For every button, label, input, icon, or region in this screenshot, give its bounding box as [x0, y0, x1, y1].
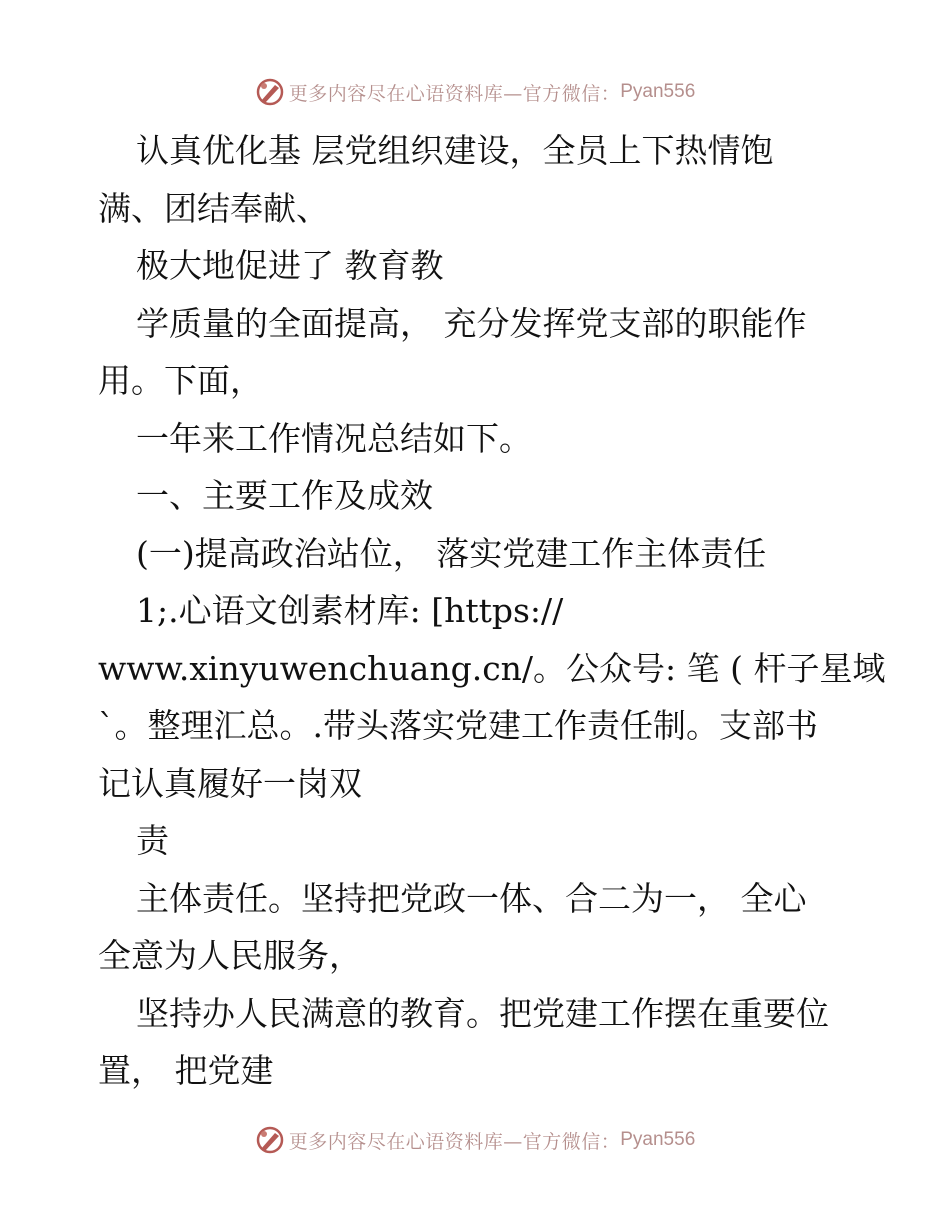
text-line: 坚持办人民满意的教育。把党建工作摆在重要位: [136, 993, 829, 1033]
text-line: 置， 把党建: [98, 1051, 274, 1090]
header-banner: [0, 72, 950, 112]
header-wechat-id: Pyan556: [620, 81, 696, 102]
text-line: `。整理汇总。.带头落实党建工作责任制。支部书: [98, 706, 818, 745]
footer-banner: [0, 1120, 950, 1160]
text-line: www.xinyuwenchuang.cn/。公众号: 笔 ( 杆子星域: [98, 648, 886, 688]
text-line: 学质量的全面提高， 充分发挥党支部的职能作: [136, 303, 807, 343]
text-line: 责: [136, 821, 169, 860]
text-line: 1;.心语文创素材库: [https://: [136, 591, 564, 630]
footer-banner-text: 更多内容尽在心语资料库—官方微信：: [288, 1130, 621, 1153]
text-line: 全意为人民服务，: [98, 936, 362, 975]
text-line: 用。下面，: [98, 361, 263, 400]
text-line: 极大地促进了 教育教: [136, 246, 444, 285]
header-banner-text: 更多内容尽在心语资料库—官方微信：: [288, 82, 621, 105]
pen-logo-icon: [255, 1125, 285, 1155]
document-body: [98, 122, 886, 1100]
text-line: 一年来工作情况总结如下。: [136, 418, 532, 458]
subsection-heading: (一)提高政治站位， 落实党建工作主体责任: [136, 533, 767, 573]
pen-logo-icon: [255, 77, 285, 107]
section-heading: 一、主要工作及成效: [136, 476, 433, 515]
text-line: 记认真履好一岗双: [98, 763, 362, 803]
text-line: 认真优化基 层党组织建设，全员上下热情饱: [136, 131, 774, 170]
text-line: 满、团结奉献、: [98, 188, 329, 228]
text-line: 主体责任。坚持把党政一体、合二为一， 全心: [136, 878, 807, 918]
footer-wechat-id: Pyan556: [620, 1129, 696, 1150]
